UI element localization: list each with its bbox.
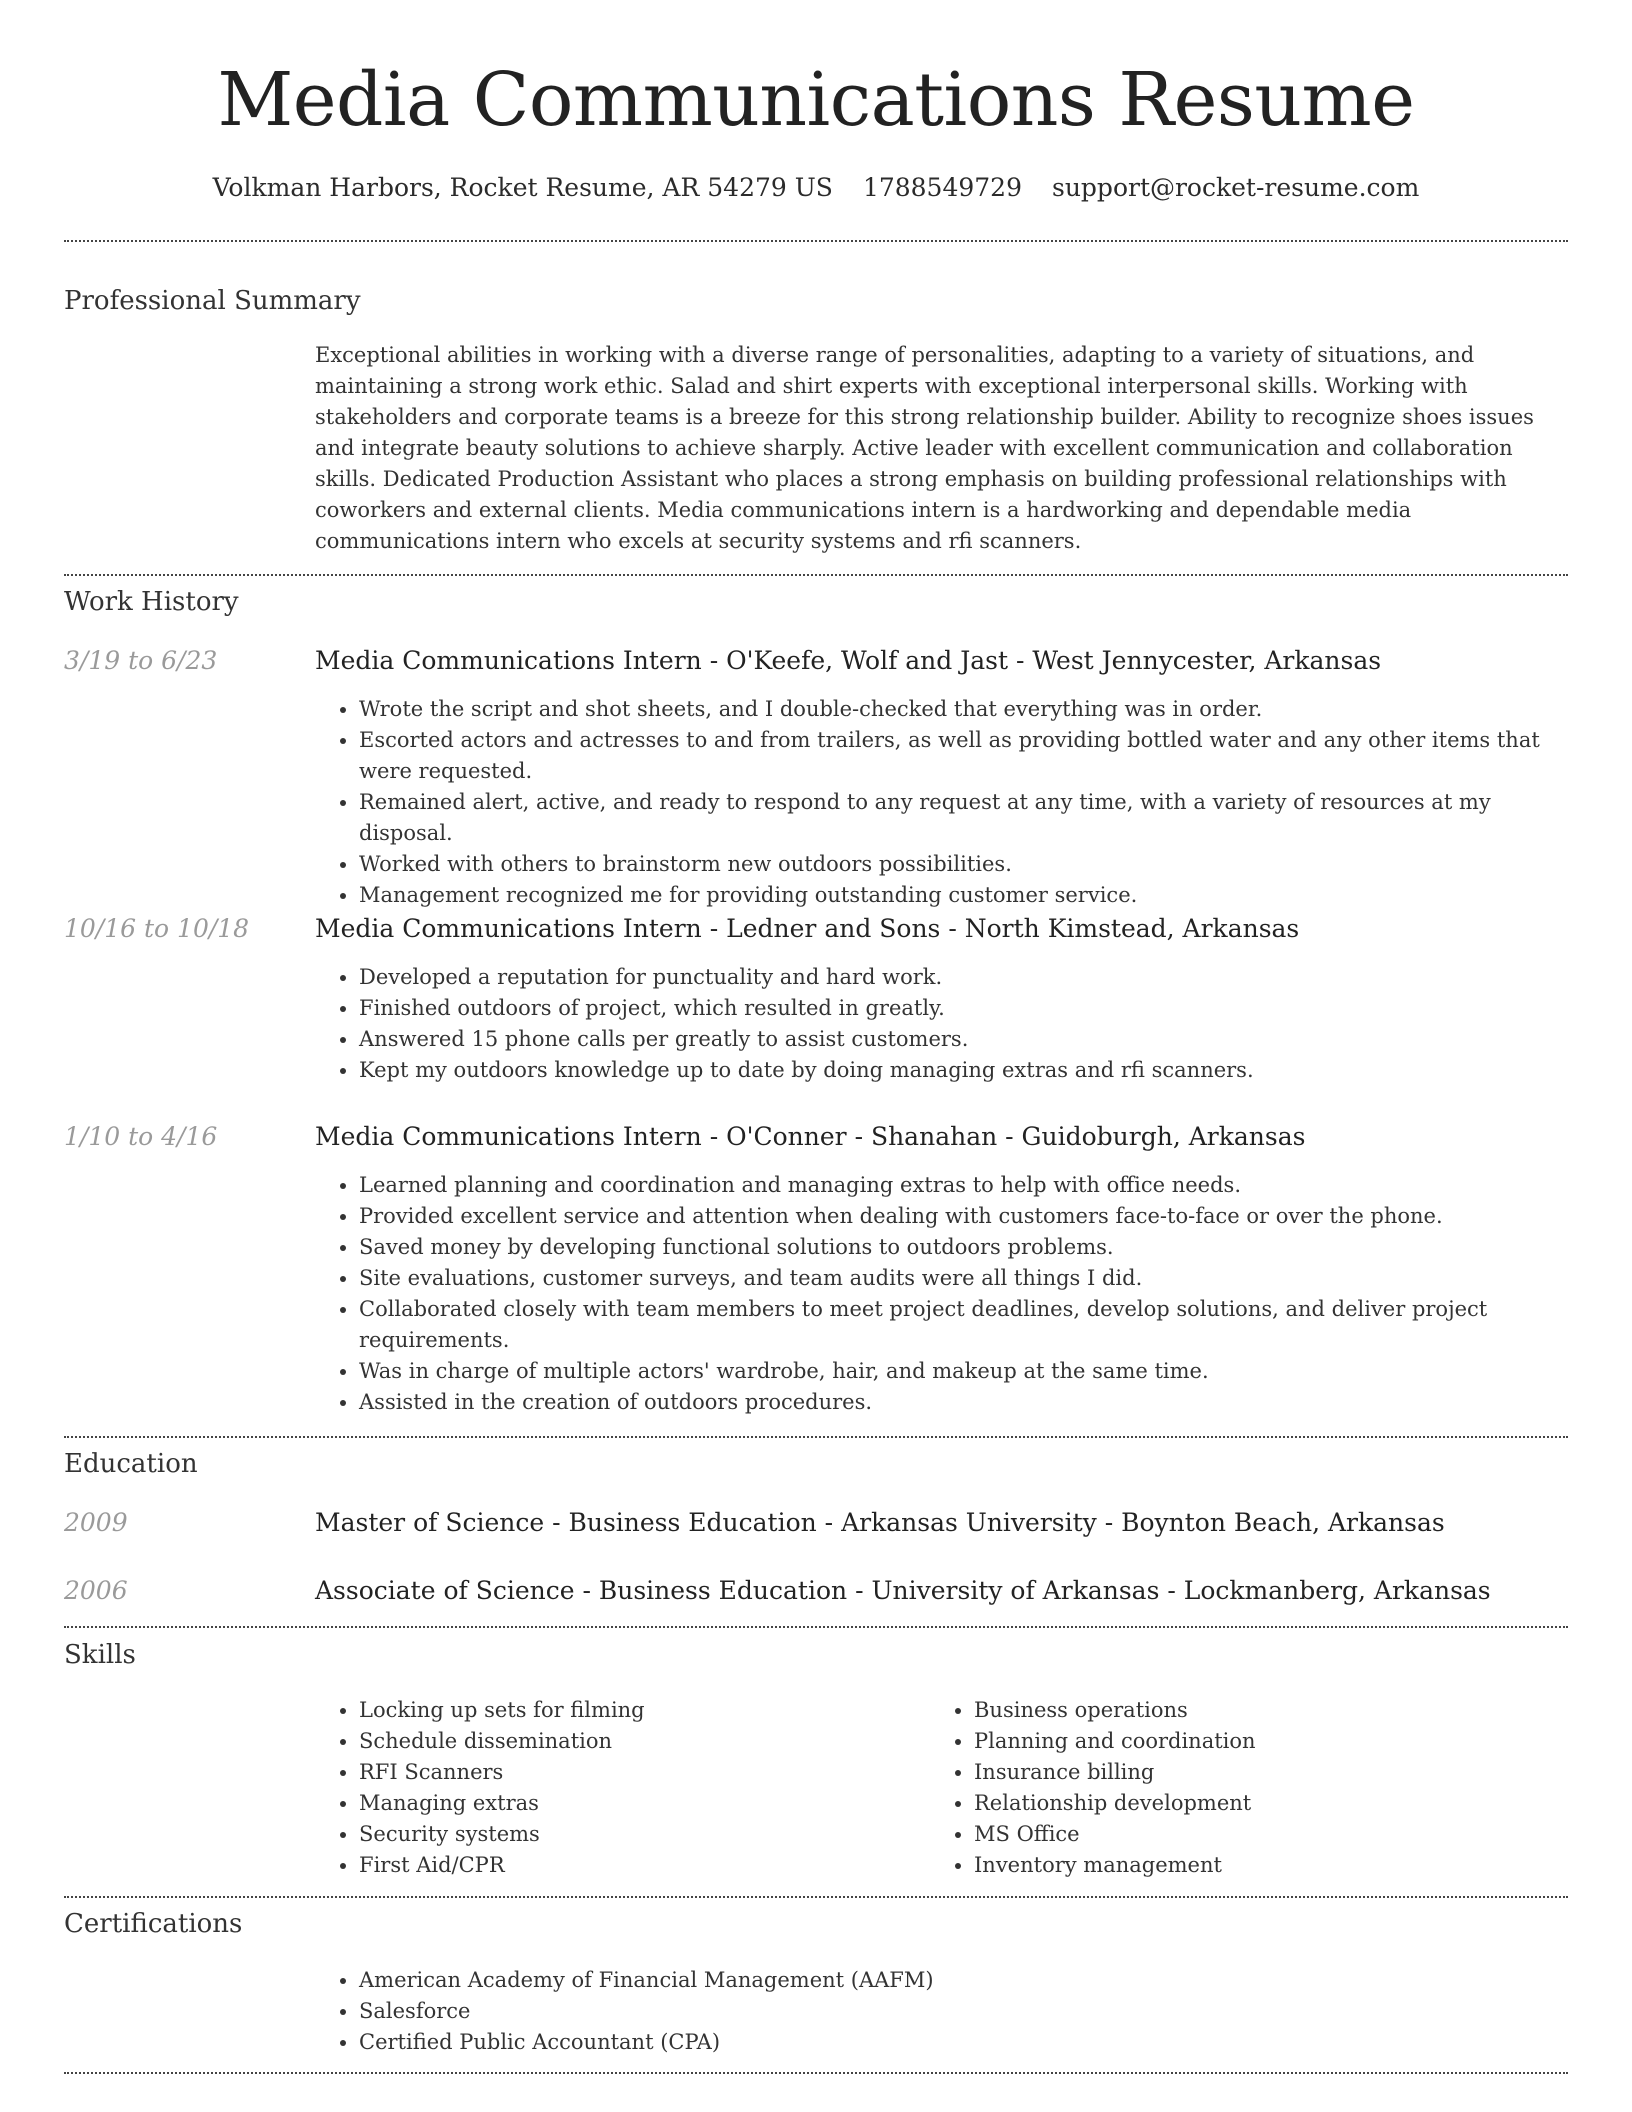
- skill-item: • Inventory management: [974, 1850, 1570, 1881]
- summary-heading: Professional Summary: [64, 286, 361, 316]
- work-history-heading: Work History: [64, 587, 239, 617]
- section-divider: [64, 1436, 1568, 1438]
- skill-item: • First Aid/CPR: [359, 1850, 930, 1881]
- education-year: 2009: [64, 1508, 128, 1537]
- contact-email: support@rocket-resume.com: [1052, 173, 1420, 202]
- job-title: Media Communications Intern - O'Keefe, Wolf and Jast - West Jennycester, Arkansas: [315, 646, 1382, 675]
- job-duty: • Escorted actors and actresses to and from trailers, as well as providing bottled water and any other items that were requested.: [359, 725, 1572, 787]
- job-duty: • Wrote the script and shot sheets, and I double-checked that everything was in order.: [359, 694, 1572, 725]
- job-dates: 1/10 to 4/16: [64, 1122, 218, 1151]
- section-divider: [64, 574, 1568, 576]
- job-duties-list: [315, 962, 1572, 1086]
- skill-item: • Security systems: [359, 1819, 930, 1850]
- job-title: Media Communications Intern - Ledner and Sons - North Kimstead, Arkansas: [315, 914, 1300, 943]
- skill-item: • Managing extras: [359, 1788, 930, 1819]
- skill-item: • Relationship development: [974, 1788, 1570, 1819]
- job-dates: 3/19 to 6/23: [64, 646, 218, 675]
- section-divider: [64, 1896, 1568, 1898]
- job-duties-list: [315, 694, 1572, 911]
- section-divider: [64, 2072, 1568, 2074]
- summary-text: Exceptional abilities in working with a diverse range of personalities, adapting to a variety of situations, and maintaining a strong work ethic. Salad and shirt experts with exceptional interpersonal skills. Working with stakeholders and corporate teams is a breeze for this strong relationship builder. Ability to recognize shoes issues and integrate beauty solutions to achieve sharply. Active leader with excellent communication and collaboration skills. Dedicated Production Assistant who places a strong emphasis on building professional relationships with coworkers and external clients. Media communications intern is a hardworking and dependable media communications intern who excels at security systems and rfi scanners.: [315, 343, 1534, 553]
- section-divider: [64, 240, 1568, 242]
- certification-item: • Certified Public Accountant (CPA): [359, 2027, 1572, 2058]
- job-duty: • Developed a reputation for punctuality and hard work.: [359, 962, 1572, 993]
- job-duty: • Collaborated closely with team members to meet project deadlines, develop solutions, and deliver project requirements.: [359, 1294, 1572, 1356]
- resume-title: Media Communications Resume: [217, 57, 1415, 143]
- skills-heading: Skills: [64, 1640, 136, 1670]
- job-duty: • Remained alert, active, and ready to respond to any request at any time, with a variety of resources at my disposal.: [359, 787, 1572, 849]
- contact-address: Volkman Harbors, Rocket Resume, AR 54279 US: [212, 173, 833, 202]
- section-divider: [64, 1626, 1568, 1628]
- job-duty: • Worked with others to brainstorm new outdoors possibilities.: [359, 849, 1572, 880]
- skills-list-right: [930, 1695, 1570, 1881]
- skill-item: • Insurance billing: [974, 1757, 1570, 1788]
- education-heading: Education: [64, 1449, 198, 1479]
- skill-item: • Business operations: [974, 1695, 1570, 1726]
- job-duty: • Management recognized me for providing outstanding customer service.: [359, 880, 1572, 911]
- job-duty: • Saved money by developing functional solutions to outdoors problems.: [359, 1232, 1572, 1263]
- job-title: Media Communications Intern - O'Conner - Shanahan - Guidoburgh, Arkansas: [315, 1122, 1306, 1151]
- contact-phone: 1788549729: [862, 173, 1022, 202]
- certification-item: • Salesforce: [359, 1996, 1572, 2027]
- skill-item: • Planning and coordination: [974, 1726, 1570, 1757]
- job-duty: • Finished outdoors of project, which resulted in greatly.: [359, 993, 1572, 1024]
- job-duty: • Learned planning and coordination and managing extras to help with office needs.: [359, 1170, 1572, 1201]
- skill-item: • Schedule dissemination: [359, 1726, 930, 1757]
- job-duty: • Was in charge of multiple actors' wardrobe, hair, and makeup at the same time.: [359, 1356, 1572, 1387]
- certifications-list: [315, 1965, 1572, 2058]
- skill-item: • RFI Scanners: [359, 1757, 930, 1788]
- skill-item: • MS Office: [974, 1819, 1570, 1850]
- education-degree: Master of Science - Business Education - Arkansas University - Boynton Beach, Arkansas: [315, 1508, 1445, 1537]
- skills-list-left: [315, 1695, 930, 1881]
- job-duty: • Assisted in the creation of outdoors procedures.: [359, 1387, 1572, 1418]
- contact-line: [0, 168, 1632, 208]
- job-dates: 10/16 to 10/18: [64, 914, 250, 943]
- job-duty: • Provided excellent service and attention when dealing with customers face-to-face or over the phone.: [359, 1201, 1572, 1232]
- job-duty: • Site evaluations, customer surveys, and team audits were all things I did.: [359, 1263, 1572, 1294]
- certifications-heading: Certifications: [64, 1909, 243, 1939]
- job-duties-list: [315, 1170, 1572, 1418]
- certification-item: • American Academy of Financial Management (AAFM): [359, 1965, 1572, 1996]
- education-year: 2006: [64, 1576, 128, 1605]
- skill-item: • Locking up sets for filming: [359, 1695, 930, 1726]
- education-degree: Associate of Science - Business Education - University of Arkansas - Lockmanberg, Arkansas: [315, 1576, 1491, 1605]
- job-duty: • Kept my outdoors knowledge up to date by doing managing extras and rfi scanners.: [359, 1055, 1572, 1086]
- job-duty: • Answered 15 phone calls per greatly to assist customers.: [359, 1024, 1572, 1055]
